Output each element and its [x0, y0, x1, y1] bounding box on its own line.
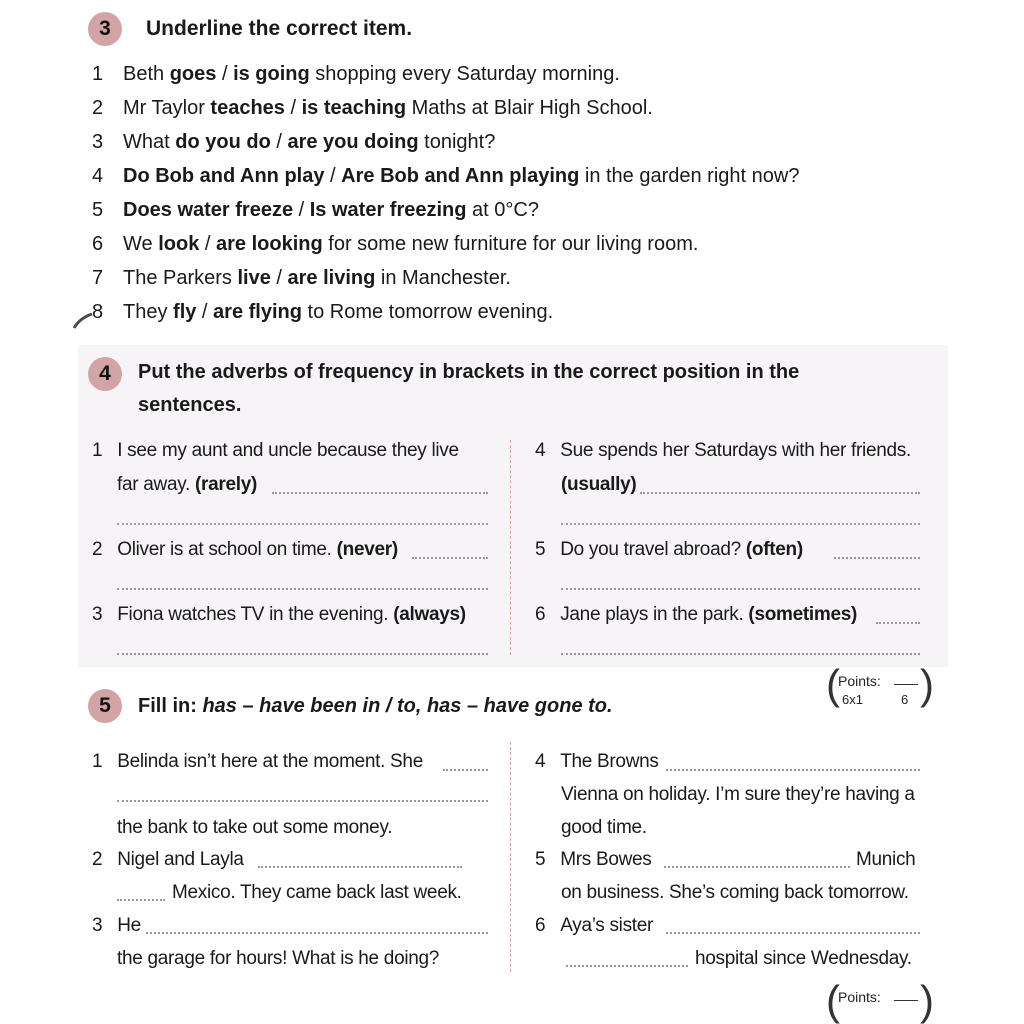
slash: / — [284, 97, 302, 119]
item-text: Beth — [123, 63, 170, 85]
exercise-3-title: Underline the correct item. — [146, 17, 413, 40]
exercise-3-badge — [88, 12, 122, 46]
ex3-item — [92, 97, 653, 120]
ex4-q4-line2: (usually) — [561, 474, 637, 495]
option-b[interactable]: Is water freezing — [309, 199, 467, 221]
ex4-q5-blank-2[interactable] — [561, 588, 920, 590]
exercise-number: 4 — [99, 362, 111, 385]
ex4-q4-line1: 4 Sue spends her Saturdays with her friends. — [535, 440, 911, 461]
item-number: 8 — [92, 301, 104, 323]
exercise-4-title-line1: Put the adverbs of frequency in brackets in the correct position in the — [138, 361, 800, 383]
ex5-points-line[interactable] — [894, 1000, 918, 1001]
exercise-5-badge — [88, 689, 122, 723]
ex4-q2-blank[interactable] — [412, 557, 488, 559]
ex3-item — [92, 165, 799, 188]
ex5-q5-blank[interactable] — [664, 866, 850, 868]
item-text: at 0°C? — [466, 199, 539, 221]
item-number: 1 — [92, 63, 104, 85]
ex5-q3-line1: 3 He — [92, 915, 141, 936]
ex4-q6-blank[interactable] — [876, 622, 920, 624]
exercise-4-badge — [88, 357, 122, 391]
ex4-points-line[interactable] — [894, 684, 918, 685]
ex4-q2-line: 2 Oliver is at school on time. (never) — [92, 539, 398, 560]
slash: / — [293, 199, 310, 221]
ex5-q1-blank[interactable] — [443, 769, 488, 771]
option-a[interactable]: look — [158, 233, 200, 255]
option-a[interactable]: fly — [173, 301, 197, 323]
ex5-q3-line2: the garage for hours! What is he doing? — [117, 948, 440, 969]
ex5-q3-blank[interactable] — [146, 932, 488, 934]
item-text: The Parkers — [123, 267, 238, 289]
ex3-item — [92, 63, 620, 86]
ex5-q1-line3: the bank to take out some money. — [117, 817, 393, 838]
ex5-q5-line1: 5 Mrs Bowes — [535, 849, 652, 870]
slash: / — [270, 267, 288, 289]
ex5-q2-blank-2[interactable] — [117, 899, 165, 901]
ex4-q6-line: 6 Jane plays in the park. (sometimes) — [535, 604, 858, 625]
exercise-5-title: Fill in: has – have been in / to, has – have gone to. — [138, 695, 613, 717]
option-b[interactable]: is going — [233, 63, 310, 85]
ex4-q5-blank[interactable] — [834, 557, 920, 559]
exercise-number: 3 — [99, 17, 111, 40]
item-text: tonight? — [418, 131, 496, 153]
exercise-4-divider — [510, 440, 511, 655]
ex5-q4-line3: good time. — [561, 817, 647, 838]
slash: / — [270, 131, 288, 153]
option-b[interactable]: is teaching — [301, 97, 407, 119]
item-number: 3 — [92, 131, 104, 153]
item-number: 2 — [92, 97, 104, 119]
option-b[interactable]: are living — [287, 267, 376, 289]
margin-mark-icon — [72, 312, 94, 332]
item-text: shopping every Saturday morning. — [309, 63, 620, 85]
ex5-q4-line2: Vienna on holiday. I’m sure they’re having a — [561, 784, 915, 805]
item-text: Maths at Blair High School. — [406, 97, 653, 119]
ex3-item — [92, 199, 539, 222]
ex4-q4-blank-2[interactable] — [561, 523, 920, 525]
ex3-item — [92, 301, 553, 324]
ex5-q5-word: Munich — [856, 849, 916, 870]
slash: / — [196, 301, 214, 323]
slash: / — [199, 233, 216, 255]
option-b[interactable]: are you doing — [287, 131, 419, 153]
ex4-q1-line1: 1 I see my aunt and uncle because they live — [92, 440, 459, 461]
option-b[interactable]: are looking — [216, 233, 323, 255]
item-text: in Manchester. — [375, 267, 511, 289]
ex4-q4-blank[interactable] — [640, 492, 920, 494]
option-b[interactable]: are flying — [213, 301, 302, 323]
option-a[interactable]: Do Bob and Ann play — [123, 165, 325, 187]
item-number: 5 — [92, 199, 104, 221]
ex4-points-total: 6 — [901, 692, 909, 707]
exercise-4-title-line2: sentences. — [138, 394, 242, 416]
option-b[interactable]: Are Bob and Ann playing — [341, 165, 580, 187]
points-close-paren: ) — [920, 661, 934, 708]
option-a[interactable]: goes — [169, 63, 217, 85]
points-open-paren: ( — [826, 661, 840, 708]
points-close-paren: ) — [920, 977, 934, 1024]
ex4-q6-blank-2[interactable] — [561, 653, 920, 655]
ex5-q2-line1: 2 Nigel and Layla — [92, 849, 244, 870]
item-text: What — [123, 131, 176, 153]
ex5-q1-blank-2[interactable] — [117, 800, 488, 802]
ex5-q6-blank[interactable] — [666, 932, 920, 934]
item-number: 7 — [92, 267, 104, 289]
option-a[interactable]: live — [237, 267, 271, 289]
ex4-q3-line: 3 Fiona watches TV in the evening. (always) — [92, 604, 466, 625]
ex5-q5-line2: on business. She’s coming back tomorrow. — [561, 882, 909, 903]
ex5-q2-line2: Mexico. They came back last week. — [172, 882, 462, 903]
ex4-q1-blank[interactable] — [272, 492, 488, 494]
ex4-points-calc: 6x1 — [842, 692, 863, 707]
ex4-points-label: Points: — [838, 673, 881, 689]
ex3-item — [92, 267, 511, 290]
ex5-q6-line2: hospital since Wednesday. — [695, 948, 912, 969]
points-open-paren: ( — [826, 977, 840, 1024]
item-text: to Rome tomorrow evening. — [301, 301, 554, 323]
item-text: for some new furniture for our living room. — [322, 233, 699, 255]
ex5-q6-line1: 6 Aya’s sister — [535, 915, 654, 936]
item-text: in the garden right now? — [579, 165, 800, 187]
ex4-q1-line2: far away. (rarely) — [117, 474, 257, 495]
item-text: We — [123, 233, 159, 255]
slash: / — [324, 165, 342, 187]
ex4-q3-blank[interactable] — [117, 653, 488, 655]
ex5-points-label: Points: — [838, 989, 881, 1005]
ex5-q6-blank-2[interactable] — [566, 965, 688, 967]
ex3-item — [92, 233, 698, 256]
item-text: They — [123, 301, 174, 323]
option-a[interactable]: teaches — [210, 97, 285, 119]
option-a[interactable]: Does water freeze — [123, 199, 294, 221]
item-number: 4 — [92, 165, 104, 187]
ex3-item — [92, 131, 495, 154]
exercise-5-divider — [510, 742, 511, 972]
ex5-q4-line1: 4 The Browns — [535, 751, 659, 772]
ex5-q2-blank[interactable] — [258, 866, 462, 868]
ex4-q1-blank-2[interactable] — [117, 523, 488, 525]
item-text: Mr Taylor — [123, 97, 211, 119]
item-number: 6 — [92, 233, 104, 255]
ex4-q2-blank-2[interactable] — [117, 588, 488, 590]
exercise-number: 5 — [99, 694, 111, 717]
option-a[interactable]: do you do — [175, 131, 271, 153]
ex5-q4-blank[interactable] — [666, 769, 920, 771]
ex4-q5-line: 5 Do you travel abroad? (often) — [535, 539, 803, 560]
ex5-q1-line1: 1 Belinda isn’t here at the moment. She — [92, 751, 423, 772]
slash: / — [216, 63, 234, 85]
